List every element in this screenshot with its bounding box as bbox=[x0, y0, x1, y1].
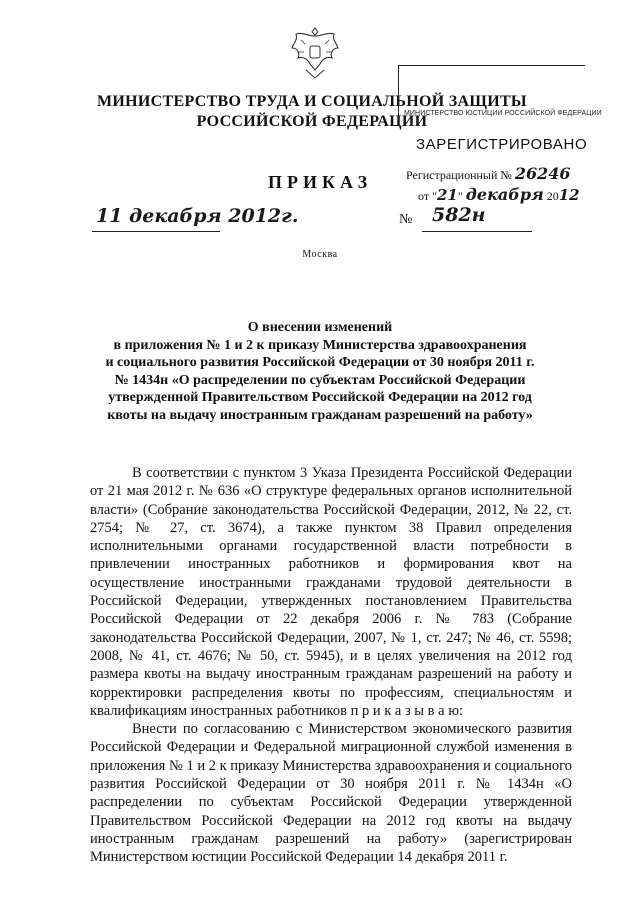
ministry-line-1: МИНИСТЕРСТВО ТРУДА И СОЦИАЛЬНОЙ ЗАЩИТЫ bbox=[97, 93, 527, 110]
heading-line: в приложения № 1 и 2 к приказу Министерства здравоохранения bbox=[113, 337, 527, 353]
heading-line: квоты на выдачу иностранным гражданам разрешений на работу» bbox=[107, 407, 533, 423]
order-number: 582н bbox=[432, 204, 486, 226]
stamp-date-year-suffix: 12 bbox=[558, 186, 580, 204]
stamp-date bbox=[418, 185, 580, 204]
order-number-label: № bbox=[399, 212, 413, 227]
ministry-line-2: РОССИЙСКОЙ ФЕДЕРАЦИИ bbox=[196, 113, 428, 130]
stamp-regnum-value: 26246 bbox=[514, 164, 571, 183]
stamp-registration-number bbox=[406, 164, 571, 183]
heading-line: № 1434н «О распределении по субъектам Российской Федерации bbox=[114, 372, 526, 388]
order-title: ПРИКАЗ bbox=[268, 172, 373, 192]
order-date: 11 декабря 2012г. bbox=[96, 205, 299, 227]
order-command: п р и к а з ы в а ю: bbox=[350, 702, 464, 719]
stamp-date-quote: " bbox=[457, 189, 463, 203]
coat-of-arms-icon bbox=[286, 24, 344, 82]
body-paragraph-1 bbox=[90, 464, 572, 720]
stamp-header: МИНИСТЕРСТВО ЮСТИЦИИ РОССИЙСКОЙ ФЕДЕРАЦИИ bbox=[404, 110, 602, 117]
order-number-underline bbox=[422, 231, 532, 232]
stamp-date-day: 21 bbox=[436, 186, 458, 204]
paragraph-1-text: В соответствии с пунктом 3 Указа Президента Российской Федерации от 21 мая 2012 г. № 636 «О структуре федеральных органов исполнительной власти» (Собрание законодательства Российской Федерации, 2012, № 22, ст. 2754; № 27, ст. 3674), а также пунктом 38 Правил определения исполнительными органами государственной власти потребности в привлечении иностранных работников и формирования квот на осуществление иностранными гражданами трудовой деятельности в Российской Федерации, утвержденных постановлением Правительства Российской Федерации от 22 декабря 2006 г. № 783 (Собрание законодательства Российской Федерации, 2007, № 1, ст. 247; № 46, ст. 5598; 2008, № 41, ст. 4676; № 50, ст. 5945), и в целях увеличения на 2012 год размера квоты на выдачу иностранным гражданам разрешений на работу и корректировки распределения квоты по профессиям, специальностям и квалификациям иностранных работников bbox=[90, 465, 572, 719]
heading-line: О внесении изменений bbox=[247, 320, 393, 335]
body-paragraph-2: Внести по согласованию с Министерством экономического развития Российской Федерации и Федеральной миграционной службой изменения в приложения № 1 и 2 к приказу Министерства здравоохранения и социального развития Российской Федерации от 30 ноября 2011 г. № 1434н «О распределении по субъектам Российской Федерации утвержденной Правительством Российской Федерации на 2012 год квоты на выдачу иностранным гражданам разрешений на работу» (зарегистрирован Министерством юстиции Российской Федерации 14 декабря 2011 г. bbox=[90, 721, 572, 866]
heading-line: утвержденной Правительством Российской Федерации на 2012 год bbox=[108, 390, 532, 405]
heading-line: и социального развития Российской Федерации от 30 ноября 2011 г. bbox=[105, 355, 535, 370]
stamp-registered: ЗАРЕГИСТРИРОВАНО bbox=[416, 136, 588, 153]
order-heading bbox=[80, 319, 560, 424]
stamp-regnum-label: Регистрационный № bbox=[406, 168, 512, 182]
order-body bbox=[90, 464, 572, 867]
registration-stamp bbox=[398, 65, 602, 211]
stamp-date-year-prefix: 20 bbox=[546, 189, 559, 203]
order-date-underline bbox=[92, 231, 220, 232]
city: Москва bbox=[302, 249, 338, 260]
stamp-date-prefix: от " bbox=[418, 189, 437, 203]
stamp-date-month: декабря bbox=[465, 185, 544, 204]
